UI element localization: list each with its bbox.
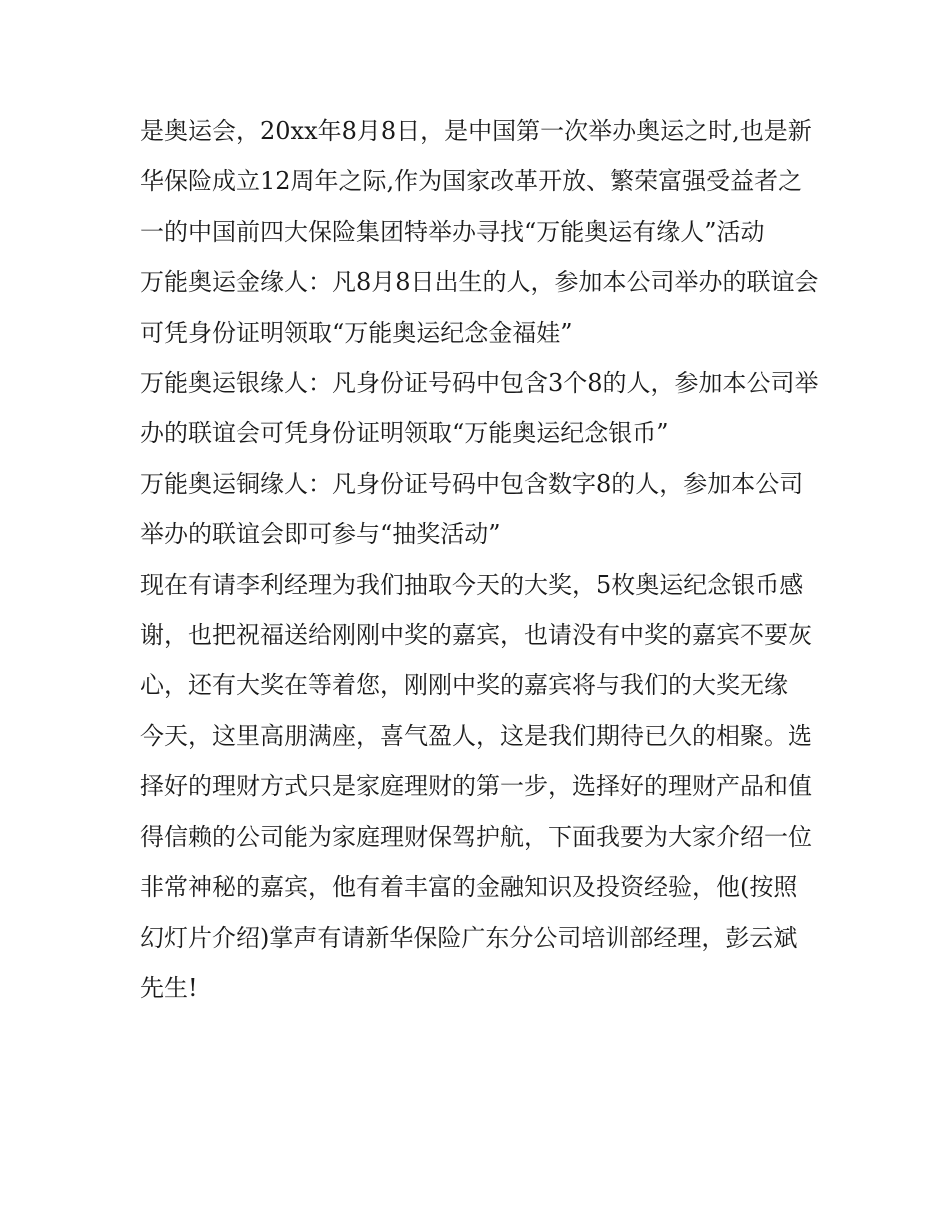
paragraph-bronze-fate-person: 万能奥运铜缘人：凡身份证号码中包含数字8的人，参加本公司举办的联谊会即可参与“抽奖活动” [140,469,804,549]
paragraph-lottery-draw: 现在有请李利经理为我们抽取今天的大奖，5枚奥运纪念银币感谢，也把祝福送给刚刚中奖的嘉宾，也请没有中奖的嘉宾不要灰心，还有大奖在等着您，刚刚中奖的嘉宾将与我们的大奖无缘 [140,570,812,700]
document-body [140,106,820,1013]
paragraph-silver-fate-person: 万能奥运银缘人：凡身份证号码中包含3个8的人，参加本公司举办的联谊会可凭身份证明领取“万能奥运纪念银币” [140,369,819,448]
paragraph-guest-introduction: 今天，这里高朋满座，喜气盈人，这是我们期待已久的相聚。选择好的理财方式只是家庭理财的第一步，选择好的理财产品和值得信赖的公司能为家庭理财保驾护航，下面我要为大家介绍一位非常神秘的嘉宾，他有着丰富的金融知识及投资经验，他(按照幻灯片介绍)掌声有请新华保险广东分公司培训部经理，彭云斌先生! [140,721,812,1002]
paragraph-gold-fate-person: 万能奥运金缘人：凡8月8日出生的人，参加本公司举办的联谊会可凭身份证明领取“万能奥运纪念金福娃” [140,268,819,347]
paragraph-olympic-event-intro: 是奥运会，20xx年8月8日，是中国第一次举办奥运之时,也是新华保险成立12周年之际,作为国家改革开放、繁荣富强受益者之一的中国前四大保险集团特举办寻找“万能奥运有缘人”活动 [140,117,812,246]
